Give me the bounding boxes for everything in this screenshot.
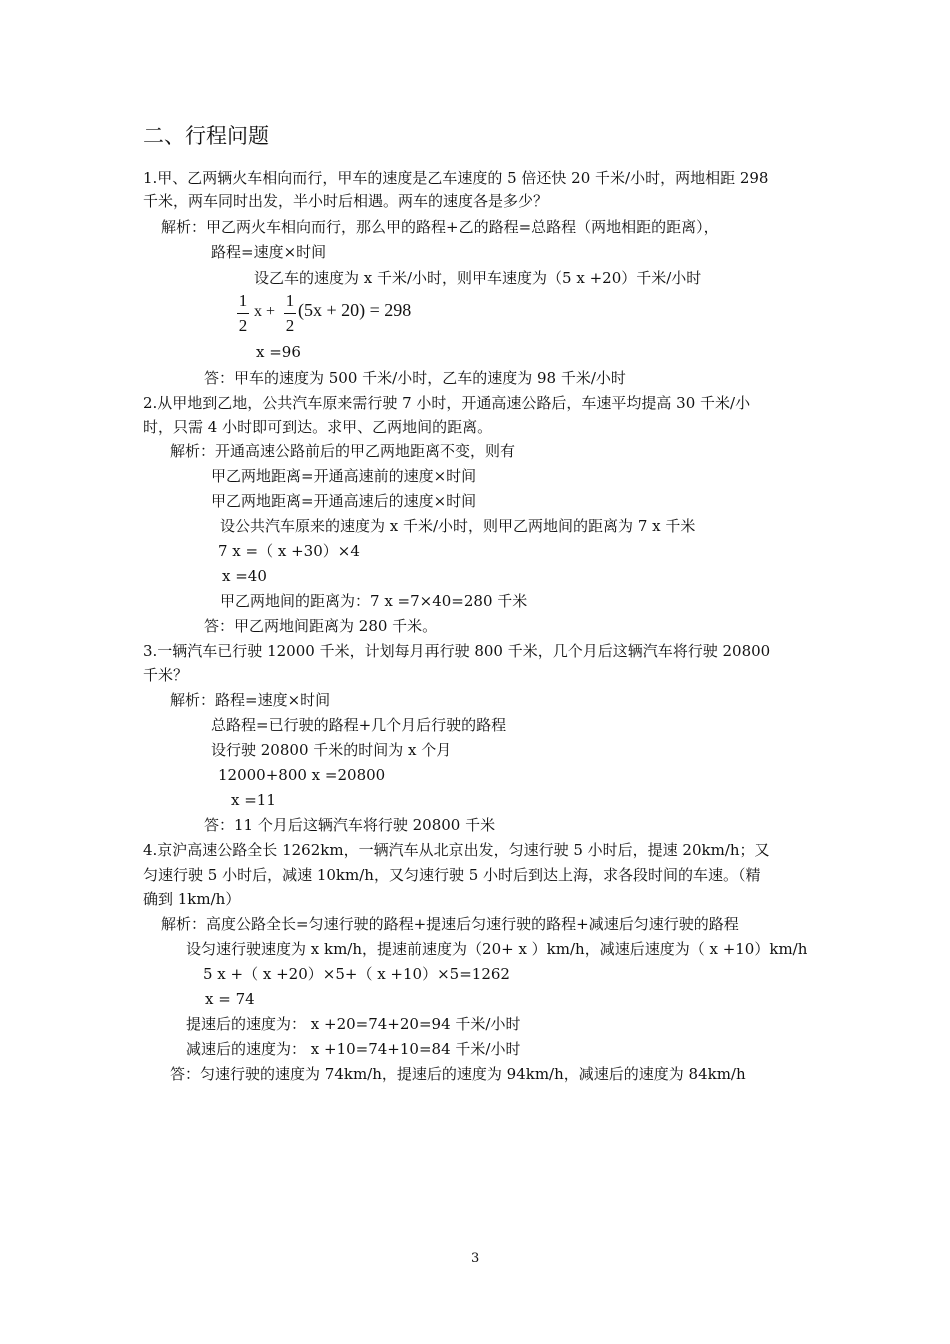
problem-3-analysis: 解析：路程=速度×时间 (170, 691, 331, 709)
problem-4-text: 4.京沪高速公路全长 1262km，一辆汽车从北京出发，匀速行驶 5 小时后，提速 20km/h；又 (143, 841, 770, 859)
problem-4-result-up: 提速后的速度为： x +20=74+20=94 千米/小时 (186, 1015, 521, 1033)
problem-1-answer: 答：甲车的速度为 500 千米/小时，乙车的速度为 98 千米/小时 (204, 369, 626, 387)
problem-3-equation: 12000+800 x =20800 (218, 766, 386, 784)
problem-4-result-down: 减速后的速度为： x +10=74+10=84 千米/小时 (186, 1040, 521, 1058)
fraction-bar (237, 313, 249, 314)
problem-3-text: 3.一辆汽车已行驶 12000 千米，计划每月再行驶 800 千米，几个月后这辆汽车将行驶 20800 (143, 642, 771, 660)
problem-3-text-cont: 千米？ (143, 666, 189, 684)
problem-2-text-cont: 时，只需 4 小时即可到达。求甲、乙两地间的距离。 (143, 418, 493, 436)
problem-1-setup: 设乙车的速度为 x 千米/小时，则甲车速度为（5 x +20）千米/小时 (254, 269, 702, 287)
problem-2-relation: 甲乙两地距离=开通高速前的速度×时间 (211, 467, 477, 485)
problem-3-solution: x =11 (231, 791, 276, 809)
problem-3-setup: 设行驶 20800 千米的时间为 x 个月 (211, 741, 452, 759)
problem-2-setup: 设公共汽车原来的速度为 x 千米/小时，则甲乙两地间的距离为 7 x 千米 (220, 517, 696, 535)
problem-1-text-cont: 千米，两车同时出发，半小时后相遇。两车的速度各是多少？ (143, 192, 549, 210)
problem-2-solution: x =40 (222, 567, 267, 585)
problem-1-analysis: 解析：甲乙两火车相向而行，那么甲的路程+乙的路程=总路程（两地相距的距离）， (161, 218, 719, 236)
problem-2-equation: 7 x =（ x +30）×4 (218, 542, 360, 560)
problem-1-formula: 路程=速度×时间 (211, 243, 327, 261)
fraction-numerator: 1 (238, 291, 248, 310)
problem-1-solution: x =96 (256, 343, 301, 361)
equation-middle: x + (254, 303, 276, 320)
problem-4-solution: x = 74 (205, 990, 255, 1008)
problem-1-text: 1.甲、乙两辆火车相向而行，甲车的速度是乙车速度的 5 倍还快 20 千米/小时，两地相距 298 (143, 169, 769, 187)
problem-3-answer: 答：11 个月后这辆汽车将行驶 20800 千米 (204, 816, 496, 834)
page-number: 3 (471, 1251, 480, 1266)
problem-4-text-cont: 匀速行驶 5 小时后，减速 10km/h，又匀速行驶 5 小时后到达上海，求各段时间的车速。（精 (143, 866, 761, 884)
fraction-denominator: 2 (285, 316, 295, 335)
problem-2-text: 2.从甲地到乙地，公共汽车原来需行驶 7 小时，开通高速公路后，车速平均提高 30 千米/小 (143, 394, 751, 412)
problem-2-analysis: 解析：开通高速公路前后的甲乙两地距离不变，则有 (170, 442, 516, 460)
problem-2-result: 甲乙两地间的距离为：7 x =7×40=280 千米 (220, 592, 528, 610)
problem-2-answer: 答：甲乙两地间距离为 280 千米。 (204, 617, 438, 635)
fraction-numerator: 1 (285, 291, 295, 310)
problem-4-equation: 5 x +（ x +20）×5+（ x +10）×5=1262 (203, 965, 510, 983)
problem-4-text-cont: 确到 1km/h） (143, 890, 241, 908)
fraction-denominator: 2 (238, 316, 248, 335)
problem-4-answer: 答：匀速行驶的速度为 74km/h，提速后的速度为 94km/h，减速后的速度为 84km/h (170, 1065, 746, 1083)
problem-4-setup: 设匀速行驶速度为 x km/h，提速前速度为（20+ x ）km/h，减速后速度为（ x +10）km/h (186, 940, 808, 958)
problem-3-relation: 总路程=已行驶的路程+几个月后行驶的路程 (211, 716, 507, 734)
problem-4-analysis: 解析：高度公路全长=匀速行驶的路程+提速后匀速行驶的路程+减速后匀速行驶的路程 (161, 915, 739, 933)
problem-2-relation: 甲乙两地距离=开通高速后的速度×时间 (211, 492, 477, 510)
section-heading: 二、行程问题 (143, 124, 269, 148)
equation-tail: (5x + 20) = 298 (298, 300, 412, 320)
fraction-bar (284, 313, 296, 314)
